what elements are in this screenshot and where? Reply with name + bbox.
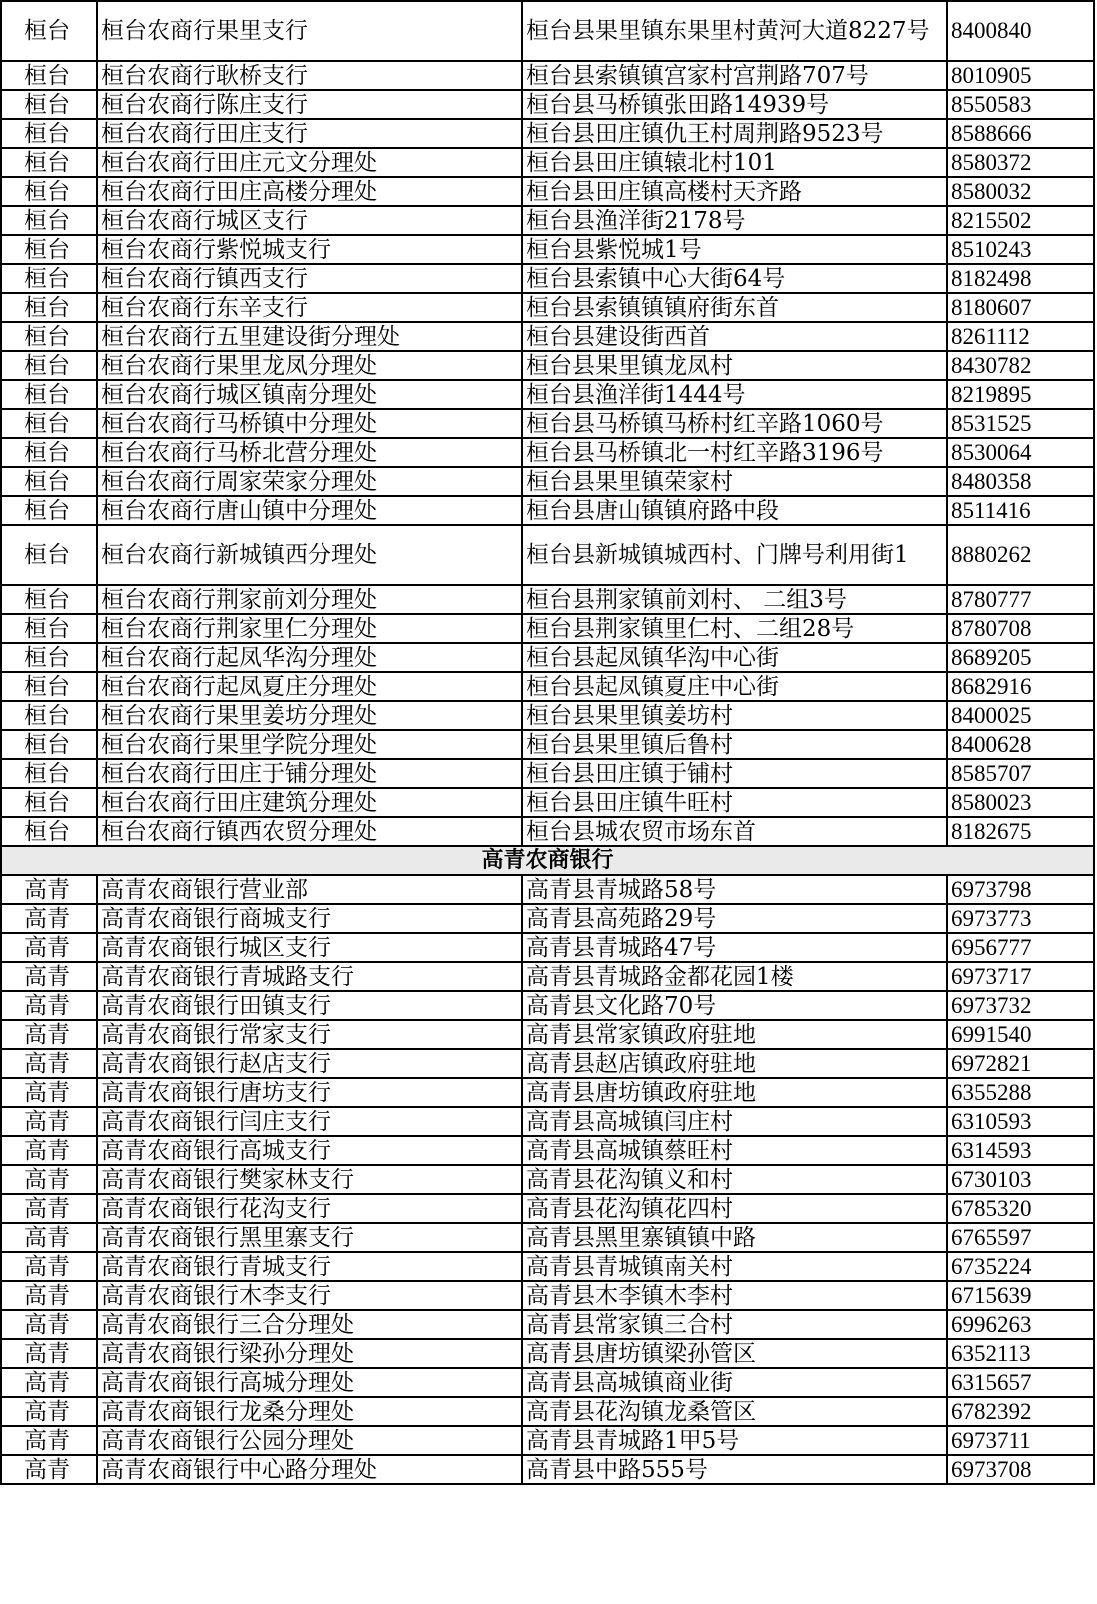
branch-name-cell: 桓台农商行荆家里仁分理处 [97, 614, 522, 643]
phone-cell: 6735224 [947, 1252, 1094, 1281]
address-cell: 高青县常家镇政府驻地 [522, 1020, 947, 1049]
table-row [1, 962, 1094, 991]
table-row [1, 1397, 1094, 1426]
table-row [1, 701, 1094, 730]
phone-cell: 6310593 [947, 1107, 1094, 1136]
address-cell: 高青县赵店镇政府驻地 [522, 1049, 947, 1078]
phone-cell: 8430782 [947, 351, 1094, 380]
phone-cell: 6715639 [947, 1281, 1094, 1310]
table-row [1, 759, 1094, 788]
table-row [1, 206, 1094, 235]
table-row [1, 1194, 1094, 1223]
county-cell: 桓台 [1, 525, 97, 585]
branch-name-cell: 高青农商银行梁孙分理处 [97, 1339, 522, 1368]
phone-cell: 6973798 [947, 875, 1094, 904]
table-row [1, 1368, 1094, 1397]
address-cell: 桓台县马桥镇张田路14939号 [522, 90, 947, 119]
table-row [1, 1136, 1094, 1165]
branch-name-cell: 桓台农商行田庄高楼分理处 [97, 177, 522, 206]
phone-cell: 6956777 [947, 933, 1094, 962]
table-row [1, 991, 1094, 1020]
county-cell: 桓台 [1, 788, 97, 817]
county-cell: 高青 [1, 1455, 97, 1484]
table-row [1, 1310, 1094, 1339]
address-cell: 桓台县果里镇龙凤村 [522, 351, 947, 380]
county-cell: 桓台 [1, 438, 97, 467]
branch-name-cell: 高青农商银行樊家林支行 [97, 1165, 522, 1194]
branch-name-cell: 高青农商银行三合分理处 [97, 1310, 522, 1339]
county-cell: 高青 [1, 904, 97, 933]
address-cell: 桓台县田庄镇辕北村101 [522, 148, 947, 177]
branch-name-cell: 高青农商银行田镇支行 [97, 991, 522, 1020]
address-cell: 桓台县索镇镇宫家村宫荆路707号 [522, 61, 947, 90]
county-cell: 桓台 [1, 148, 97, 177]
county-cell: 桓台 [1, 614, 97, 643]
phone-cell: 8215502 [947, 206, 1094, 235]
table-row [1, 1455, 1094, 1484]
table-row [1, 1078, 1094, 1107]
county-cell: 桓台 [1, 177, 97, 206]
county-cell: 高青 [1, 1049, 97, 1078]
address-cell: 桓台县果里镇后鲁村 [522, 730, 947, 759]
table-row [1, 351, 1094, 380]
address-cell: 桓台县马桥镇北一村红辛路3196号 [522, 438, 947, 467]
county-cell: 高青 [1, 1194, 97, 1223]
county-cell: 桓台 [1, 1, 97, 61]
phone-cell: 6996263 [947, 1310, 1094, 1339]
county-cell: 桓台 [1, 264, 97, 293]
phone-cell: 8261112 [947, 322, 1094, 351]
phone-cell: 8580372 [947, 148, 1094, 177]
table-row [1, 467, 1094, 496]
phone-cell: 8580023 [947, 788, 1094, 817]
county-cell: 桓台 [1, 235, 97, 264]
address-cell: 高青县青城路金都花园1楼 [522, 962, 947, 991]
address-cell: 高青县高城镇商业街 [522, 1368, 947, 1397]
address-cell: 高青县木李镇木李村 [522, 1281, 947, 1310]
branch-name-cell: 高青农商银行常家支行 [97, 1020, 522, 1049]
table-row [1, 585, 1094, 614]
branch-name-cell: 桓台农商行城区镇南分理处 [97, 380, 522, 409]
phone-cell: 8880262 [947, 525, 1094, 585]
branch-name-cell: 高青农商银行唐坊支行 [97, 1078, 522, 1107]
address-cell: 高青县高城镇蔡旺村 [522, 1136, 947, 1165]
county-cell: 高青 [1, 875, 97, 904]
county-cell: 桓台 [1, 585, 97, 614]
address-cell: 桓台县索镇中心大街64号 [522, 264, 947, 293]
branch-name-cell: 高青农商银行闫庄支行 [97, 1107, 522, 1136]
branch-name-cell: 桓台农商行荆家前刘分理处 [97, 585, 522, 614]
table-row [1, 875, 1094, 904]
county-cell: 桓台 [1, 293, 97, 322]
address-cell: 桓台县紫悦城1号 [522, 235, 947, 264]
county-cell: 高青 [1, 962, 97, 991]
branch-table-body [1, 1, 1094, 1484]
address-cell: 高青县唐坊镇政府驻地 [522, 1078, 947, 1107]
section-title: 高青农商银行 [1, 846, 1094, 875]
phone-cell: 6973711 [947, 1426, 1094, 1455]
county-cell: 桓台 [1, 730, 97, 759]
county-cell: 桓台 [1, 380, 97, 409]
phone-cell: 6973708 [947, 1455, 1094, 1484]
table-row [1, 525, 1094, 585]
phone-cell: 8219895 [947, 380, 1094, 409]
county-cell: 桓台 [1, 90, 97, 119]
table-row [1, 614, 1094, 643]
phone-cell: 8400840 [947, 1, 1094, 61]
county-cell: 高青 [1, 933, 97, 962]
branch-name-cell: 桓台农商行果里龙凤分理处 [97, 351, 522, 380]
phone-cell: 8780708 [947, 614, 1094, 643]
branch-name-cell: 高青农商银行城区支行 [97, 933, 522, 962]
county-cell: 桓台 [1, 409, 97, 438]
county-cell: 桓台 [1, 61, 97, 90]
table-row [1, 1252, 1094, 1281]
branch-name-cell: 桓台农商行周家荣家分理处 [97, 467, 522, 496]
address-cell: 桓台县马桥镇马桥村红辛路1060号 [522, 409, 947, 438]
phone-cell: 6765597 [947, 1223, 1094, 1252]
county-cell: 桓台 [1, 759, 97, 788]
address-cell: 高青县唐坊镇梁孙管区 [522, 1339, 947, 1368]
phone-cell: 6315657 [947, 1368, 1094, 1397]
phone-cell: 6314593 [947, 1136, 1094, 1165]
county-cell: 桓台 [1, 643, 97, 672]
table-row [1, 1223, 1094, 1252]
branch-name-cell: 高青农商银行龙桑分理处 [97, 1397, 522, 1426]
county-cell: 高青 [1, 1426, 97, 1455]
table-row [1, 1020, 1094, 1049]
table-row [1, 730, 1094, 759]
county-cell: 桓台 [1, 351, 97, 380]
branch-name-cell: 桓台农商行城区支行 [97, 206, 522, 235]
county-cell: 高青 [1, 1223, 97, 1252]
branch-name-cell: 桓台农商行果里姜坊分理处 [97, 701, 522, 730]
table-row [1, 817, 1094, 846]
branch-name-cell: 高青农商银行花沟支行 [97, 1194, 522, 1223]
county-cell: 桓台 [1, 672, 97, 701]
address-cell: 高青县常家镇三合村 [522, 1310, 947, 1339]
county-cell: 高青 [1, 1368, 97, 1397]
table-row [1, 904, 1094, 933]
address-cell: 桓台县田庄镇仇王村周荆路9523号 [522, 119, 947, 148]
county-cell: 桓台 [1, 701, 97, 730]
address-cell: 高青县青城路1甲5号 [522, 1426, 947, 1455]
address-cell: 桓台县新城镇城西村、门牌号利用街1 [522, 525, 947, 585]
table-row [1, 322, 1094, 351]
table-row [1, 293, 1094, 322]
address-cell: 高青县青城镇南关村 [522, 1252, 947, 1281]
phone-cell: 6730103 [947, 1165, 1094, 1194]
table-row [1, 438, 1094, 467]
table-row [1, 148, 1094, 177]
table-row [1, 788, 1094, 817]
county-cell: 高青 [1, 1136, 97, 1165]
branch-name-cell: 桓台农商行东辛支行 [97, 293, 522, 322]
branch-name-cell: 桓台农商行起凤华沟分理处 [97, 643, 522, 672]
address-cell: 高青县高苑路29号 [522, 904, 947, 933]
table-row [1, 264, 1094, 293]
address-cell: 桓台县建设街西首 [522, 322, 947, 351]
branch-name-cell: 桓台农商行田庄元文分理处 [97, 148, 522, 177]
county-cell: 高青 [1, 1165, 97, 1194]
phone-cell: 8400628 [947, 730, 1094, 759]
table-row [1, 1281, 1094, 1310]
county-cell: 桓台 [1, 817, 97, 846]
branch-name-cell: 桓台农商行起凤夏庄分理处 [97, 672, 522, 701]
table-row [1, 235, 1094, 264]
table-row [1, 119, 1094, 148]
address-cell: 高青县青城路47号 [522, 933, 947, 962]
branch-name-cell: 高青农商银行高城分理处 [97, 1368, 522, 1397]
branch-name-cell: 高青农商银行青城路支行 [97, 962, 522, 991]
address-cell: 高青县花沟镇龙桑管区 [522, 1397, 947, 1426]
address-cell: 桓台县索镇镇镇府街东首 [522, 293, 947, 322]
county-cell: 高青 [1, 1020, 97, 1049]
county-cell: 高青 [1, 991, 97, 1020]
branch-name-cell: 高青农商银行高城支行 [97, 1136, 522, 1165]
table-row [1, 1426, 1094, 1455]
branch-name-cell: 桓台农商行唐山镇中分理处 [97, 496, 522, 525]
table-row [1, 933, 1094, 962]
address-cell: 高青县黑里寨镇镇中路 [522, 1223, 947, 1252]
branch-name-cell: 桓台农商行镇西支行 [97, 264, 522, 293]
table-row [1, 1339, 1094, 1368]
phone-cell: 6355288 [947, 1078, 1094, 1107]
county-cell: 桓台 [1, 322, 97, 351]
phone-cell: 8510243 [947, 235, 1094, 264]
county-cell: 桓台 [1, 206, 97, 235]
branch-name-cell: 桓台农商行果里支行 [97, 1, 522, 61]
branch-name-cell: 桓台农商行陈庄支行 [97, 90, 522, 119]
address-cell: 高青县花沟镇义和村 [522, 1165, 947, 1194]
address-cell: 高青县高城镇闫庄村 [522, 1107, 947, 1136]
county-cell: 高青 [1, 1078, 97, 1107]
phone-cell: 6782392 [947, 1397, 1094, 1426]
phone-cell: 6973732 [947, 991, 1094, 1020]
address-cell: 桓台县田庄镇高楼村天齐路 [522, 177, 947, 206]
phone-cell: 8588666 [947, 119, 1094, 148]
table-row [1, 496, 1094, 525]
county-cell: 高青 [1, 1397, 97, 1426]
table-row [1, 61, 1094, 90]
address-cell: 高青县青城路58号 [522, 875, 947, 904]
address-cell: 桓台县荆家镇里仁村、二组28号 [522, 614, 947, 643]
address-cell: 桓台县起凤镇夏庄中心街 [522, 672, 947, 701]
county-cell: 高青 [1, 1281, 97, 1310]
branch-name-cell: 高青农商银行营业部 [97, 875, 522, 904]
table-row [1, 1107, 1094, 1136]
phone-cell: 8400025 [947, 701, 1094, 730]
address-cell: 桓台县荆家镇前刘村、 二组3号 [522, 585, 947, 614]
branch-name-cell: 高青农商银行商城支行 [97, 904, 522, 933]
phone-cell: 8550583 [947, 90, 1094, 119]
county-cell: 高青 [1, 1252, 97, 1281]
phone-cell: 8780777 [947, 585, 1094, 614]
branch-name-cell: 桓台农商行马桥镇中分理处 [97, 409, 522, 438]
branch-name-cell: 桓台农商行镇西农贸分理处 [97, 817, 522, 846]
branch-name-cell: 桓台农商行田庄支行 [97, 119, 522, 148]
address-cell: 桓台县城农贸市场东首 [522, 817, 947, 846]
address-cell: 高青县中路555号 [522, 1455, 947, 1484]
table-row [1, 1, 1094, 61]
phone-cell: 8480358 [947, 467, 1094, 496]
phone-cell: 8010905 [947, 61, 1094, 90]
branch-name-cell: 桓台农商行田庄于铺分理处 [97, 759, 522, 788]
table-row [1, 90, 1094, 119]
table-row [1, 380, 1094, 409]
branch-name-cell: 高青农商银行青城支行 [97, 1252, 522, 1281]
phone-cell: 6973773 [947, 904, 1094, 933]
county-cell: 高青 [1, 1310, 97, 1339]
table-row [1, 643, 1094, 672]
phone-cell: 6991540 [947, 1020, 1094, 1049]
phone-cell: 6352113 [947, 1339, 1094, 1368]
phone-cell: 8585707 [947, 759, 1094, 788]
branch-name-cell: 桓台农商行五里建设街分理处 [97, 322, 522, 351]
phone-cell: 6972821 [947, 1049, 1094, 1078]
address-cell: 桓台县果里镇荣家村 [522, 467, 947, 496]
section-header-row [1, 846, 1094, 875]
phone-cell: 8531525 [947, 409, 1094, 438]
branch-name-cell: 高青农商银行中心路分理处 [97, 1455, 522, 1484]
branch-name-cell: 高青农商银行赵店支行 [97, 1049, 522, 1078]
phone-cell: 8682916 [947, 672, 1094, 701]
county-cell: 桓台 [1, 119, 97, 148]
address-cell: 桓台县田庄镇牛旺村 [522, 788, 947, 817]
phone-cell: 8530064 [947, 438, 1094, 467]
table-row [1, 1165, 1094, 1194]
branch-name-cell: 桓台农商行新城镇西分理处 [97, 525, 522, 585]
phone-cell: 6973717 [947, 962, 1094, 991]
phone-cell: 8511416 [947, 496, 1094, 525]
phone-cell: 8182498 [947, 264, 1094, 293]
county-cell: 高青 [1, 1107, 97, 1136]
address-cell: 桓台县渔洋街1444号 [522, 380, 947, 409]
phone-cell: 8689205 [947, 643, 1094, 672]
branch-name-cell: 高青农商银行木李支行 [97, 1281, 522, 1310]
table-row [1, 177, 1094, 206]
branch-name-cell: 桓台农商行马桥北营分理处 [97, 438, 522, 467]
county-cell: 高青 [1, 1339, 97, 1368]
branch-name-cell: 高青农商银行公园分理处 [97, 1426, 522, 1455]
address-cell: 高青县花沟镇花四村 [522, 1194, 947, 1223]
branch-name-cell: 高青农商银行黑里寨支行 [97, 1223, 522, 1252]
address-cell: 桓台县渔洋街2178号 [522, 206, 947, 235]
phone-cell: 6785320 [947, 1194, 1094, 1223]
phone-cell: 8180607 [947, 293, 1094, 322]
branch-name-cell: 桓台农商行田庄建筑分理处 [97, 788, 522, 817]
branch-name-cell: 桓台农商行耿桥支行 [97, 61, 522, 90]
address-cell: 高青县文化路70号 [522, 991, 947, 1020]
table-row [1, 1049, 1094, 1078]
phone-cell: 8182675 [947, 817, 1094, 846]
address-cell: 桓台县果里镇东果里村黄河大道8227号 [522, 1, 947, 61]
branch-name-cell: 桓台农商行紫悦城支行 [97, 235, 522, 264]
table-row [1, 672, 1094, 701]
address-cell: 桓台县唐山镇镇府路中段 [522, 496, 947, 525]
phone-cell: 8580032 [947, 177, 1094, 206]
table-row [1, 409, 1094, 438]
county-cell: 桓台 [1, 467, 97, 496]
address-cell: 桓台县起凤镇华沟中心街 [522, 643, 947, 672]
county-cell: 桓台 [1, 496, 97, 525]
address-cell: 桓台县田庄镇于铺村 [522, 759, 947, 788]
address-cell: 桓台县果里镇姜坊村 [522, 701, 947, 730]
branch-name-cell: 桓台农商行果里学院分理处 [97, 730, 522, 759]
